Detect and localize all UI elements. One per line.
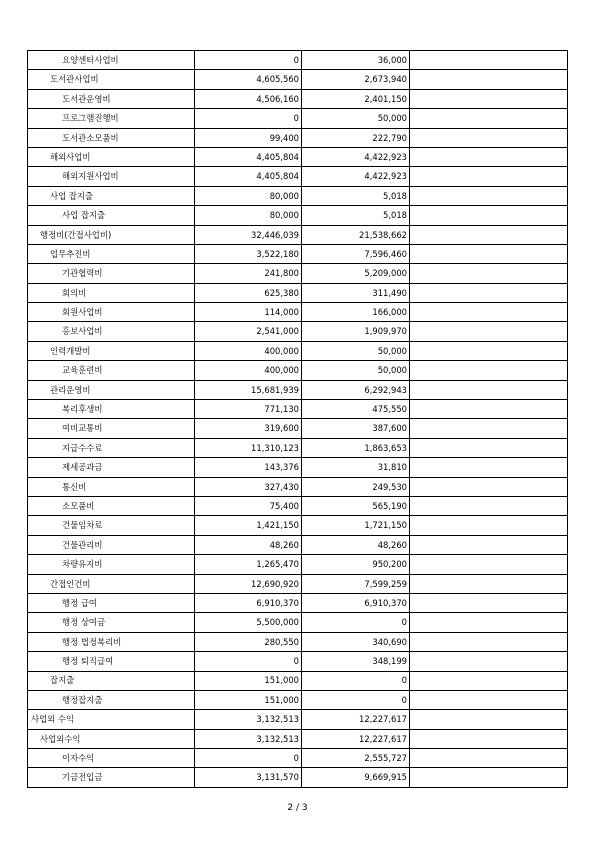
previous-amount: 0: [302, 671, 410, 690]
current-amount: 0: [195, 109, 302, 128]
table-row: [28, 206, 568, 225]
table-row: [28, 128, 568, 147]
current-amount: 771,130: [195, 400, 302, 419]
table-row: [28, 147, 568, 166]
ledger-table: [27, 50, 568, 788]
previous-amount: 2,555,727: [302, 749, 410, 768]
table-row: [28, 380, 568, 399]
current-amount: 1,265,470: [195, 555, 302, 574]
current-amount: 400,000: [195, 341, 302, 360]
table-row: [28, 89, 568, 108]
current-amount: 319,600: [195, 419, 302, 438]
empty-cell: [410, 438, 568, 457]
previous-amount: 2,673,940: [302, 70, 410, 89]
previous-amount: 348,199: [302, 652, 410, 671]
previous-amount: 166,000: [302, 303, 410, 322]
current-amount: 4,506,160: [195, 89, 302, 108]
current-amount: 80,000: [195, 186, 302, 205]
previous-amount: 5,018: [302, 206, 410, 225]
table-row: [28, 51, 568, 70]
previous-amount: 4,422,923: [302, 147, 410, 166]
table-row: [28, 419, 568, 438]
current-amount: 327,430: [195, 477, 302, 496]
current-amount: 3,132,513: [195, 710, 302, 729]
account-label: 제세공과금: [28, 458, 195, 477]
previous-amount: 7,599,259: [302, 574, 410, 593]
current-amount: 4,605,560: [195, 70, 302, 89]
empty-cell: [410, 555, 568, 574]
table-row: [28, 516, 568, 535]
previous-amount: 950,200: [302, 555, 410, 574]
current-amount: 99,400: [195, 128, 302, 147]
table-row: [28, 768, 568, 787]
account-label: 복리후생비: [28, 400, 195, 419]
table-row: [28, 283, 568, 302]
current-amount: 11,310,123: [195, 438, 302, 457]
account-label: 지급수수료: [28, 438, 195, 457]
table-row: [28, 535, 568, 554]
account-label: 간접인건비: [28, 574, 195, 593]
empty-cell: [410, 89, 568, 108]
previous-amount: 4,422,923: [302, 167, 410, 186]
empty-cell: [410, 244, 568, 263]
empty-cell: [410, 70, 568, 89]
table-row: [28, 555, 568, 574]
previous-amount: 31,810: [302, 458, 410, 477]
table-row: [28, 652, 568, 671]
current-amount: 4,405,804: [195, 147, 302, 166]
table-row: [28, 186, 568, 205]
previous-amount: 50,000: [302, 341, 410, 360]
current-amount: 0: [195, 749, 302, 768]
table-row: [28, 70, 568, 89]
empty-cell: [410, 361, 568, 380]
table-row: [28, 109, 568, 128]
empty-cell: [410, 690, 568, 709]
account-label: 행정 법정복리비: [28, 632, 195, 651]
empty-cell: [410, 51, 568, 70]
empty-cell: [410, 477, 568, 496]
empty-cell: [410, 400, 568, 419]
empty-cell: [410, 574, 568, 593]
previous-amount: 36,000: [302, 51, 410, 70]
empty-cell: [410, 749, 568, 768]
current-amount: 114,000: [195, 303, 302, 322]
current-amount: 625,380: [195, 283, 302, 302]
current-amount: 241,800: [195, 264, 302, 283]
current-amount: 280,550: [195, 632, 302, 651]
empty-cell: [410, 283, 568, 302]
previous-amount: 50,000: [302, 361, 410, 380]
previous-amount: 249,530: [302, 477, 410, 496]
account-label: 행정 퇴직급여: [28, 652, 195, 671]
previous-amount: 311,490: [302, 283, 410, 302]
current-amount: 151,000: [195, 671, 302, 690]
empty-cell: [410, 613, 568, 632]
previous-amount: 340,690: [302, 632, 410, 651]
table-row: [28, 322, 568, 341]
empty-cell: [410, 496, 568, 515]
current-amount: 400,000: [195, 361, 302, 380]
account-label: 기관협력비: [28, 264, 195, 283]
account-label: 잡지출: [28, 671, 195, 690]
account-label: 사업외 수익: [28, 710, 195, 729]
previous-amount: 5,018: [302, 186, 410, 205]
table-row: [28, 632, 568, 651]
empty-cell: [410, 225, 568, 244]
empty-cell: [410, 535, 568, 554]
table-row: [28, 496, 568, 515]
table-row: [28, 729, 568, 748]
table-row: [28, 458, 568, 477]
table-row: [28, 244, 568, 263]
current-amount: 1,421,150: [195, 516, 302, 535]
empty-cell: [410, 167, 568, 186]
empty-cell: [410, 186, 568, 205]
empty-cell: [410, 768, 568, 787]
previous-amount: 2,401,150: [302, 89, 410, 108]
current-amount: 3,131,570: [195, 768, 302, 787]
account-label: 행정비(간접사업비): [28, 225, 195, 244]
previous-amount: 1,909,970: [302, 322, 410, 341]
previous-amount: 1,863,653: [302, 438, 410, 457]
current-amount: 12,690,920: [195, 574, 302, 593]
account-label: 회의비: [28, 283, 195, 302]
empty-cell: [410, 419, 568, 438]
table-row: [28, 613, 568, 632]
current-amount: 15,681,939: [195, 380, 302, 399]
account-label: 건물관리비: [28, 535, 195, 554]
previous-amount: 222,790: [302, 128, 410, 147]
current-amount: 48,260: [195, 535, 302, 554]
table-row: [28, 690, 568, 709]
account-label: 행정잡지출: [28, 690, 195, 709]
current-amount: 151,000: [195, 690, 302, 709]
account-label: 도서관운영비: [28, 89, 195, 108]
account-label: 사업 잡지출: [28, 186, 195, 205]
current-amount: 0: [195, 51, 302, 70]
previous-amount: 6,910,370: [302, 593, 410, 612]
empty-cell: [410, 128, 568, 147]
account-label: 업무추진비: [28, 244, 195, 263]
empty-cell: [410, 109, 568, 128]
account-label: 도서관소모품비: [28, 128, 195, 147]
account-label: 건물임차료: [28, 516, 195, 535]
table-row: [28, 710, 568, 729]
previous-amount: 565,190: [302, 496, 410, 515]
empty-cell: [410, 341, 568, 360]
table-row: [28, 361, 568, 380]
previous-amount: 7,596,460: [302, 244, 410, 263]
current-amount: 143,376: [195, 458, 302, 477]
empty-cell: [410, 710, 568, 729]
empty-cell: [410, 303, 568, 322]
empty-cell: [410, 632, 568, 651]
empty-cell: [410, 593, 568, 612]
empty-cell: [410, 516, 568, 535]
table-row: [28, 574, 568, 593]
account-label: 행정 상여금: [28, 613, 195, 632]
table-row: [28, 671, 568, 690]
table-row: [28, 167, 568, 186]
account-label: 해외사업비: [28, 147, 195, 166]
table-row: [28, 400, 568, 419]
previous-amount: 48,260: [302, 535, 410, 554]
previous-amount: 5,209,000: [302, 264, 410, 283]
current-amount: 3,132,513: [195, 729, 302, 748]
account-label: 사업 잡지출: [28, 206, 195, 225]
account-label: 소모품비: [28, 496, 195, 515]
table-row: [28, 749, 568, 768]
current-amount: 6,910,370: [195, 593, 302, 612]
account-label: 행정 급여: [28, 593, 195, 612]
previous-amount: 9,669,915: [302, 768, 410, 787]
account-label: 인력개발비: [28, 341, 195, 360]
table-row: [28, 225, 568, 244]
account-label: 기금전입금: [28, 768, 195, 787]
previous-amount: 12,227,617: [302, 729, 410, 748]
previous-amount: 12,227,617: [302, 710, 410, 729]
account-label: 통신비: [28, 477, 195, 496]
account-label: 회원사업비: [28, 303, 195, 322]
account-label: 교육훈련비: [28, 361, 195, 380]
account-label: 홍보사업비: [28, 322, 195, 341]
empty-cell: [410, 458, 568, 477]
current-amount: 5,500,000: [195, 613, 302, 632]
previous-amount: 475,550: [302, 400, 410, 419]
current-amount: 2,541,000: [195, 322, 302, 341]
empty-cell: [410, 652, 568, 671]
current-amount: 0: [195, 652, 302, 671]
current-amount: 3,522,180: [195, 244, 302, 263]
ledger-body: [28, 51, 568, 788]
empty-cell: [410, 729, 568, 748]
empty-cell: [410, 322, 568, 341]
account-label: 이자수익: [28, 749, 195, 768]
current-amount: 75,400: [195, 496, 302, 515]
previous-amount: 387,600: [302, 419, 410, 438]
account-label: 여비교통비: [28, 419, 195, 438]
account-label: 사업외수익: [28, 729, 195, 748]
empty-cell: [410, 206, 568, 225]
previous-amount: 1,721,150: [302, 516, 410, 535]
table-row: [28, 264, 568, 283]
table-row: [28, 341, 568, 360]
account-label: 차량유지비: [28, 555, 195, 574]
empty-cell: [410, 147, 568, 166]
table-row: [28, 593, 568, 612]
empty-cell: [410, 671, 568, 690]
account-label: 도서관사업비: [28, 70, 195, 89]
account-label: 요양센터사업비: [28, 51, 195, 70]
current-amount: 80,000: [195, 206, 302, 225]
table-row: [28, 303, 568, 322]
previous-amount: 0: [302, 613, 410, 632]
empty-cell: [410, 380, 568, 399]
previous-amount: 21,538,662: [302, 225, 410, 244]
empty-cell: [410, 264, 568, 283]
table-row: [28, 477, 568, 496]
account-label: 관리운영비: [28, 380, 195, 399]
previous-amount: 6,292,943: [302, 380, 410, 399]
previous-amount: 50,000: [302, 109, 410, 128]
page-number: 2 / 3: [287, 803, 308, 813]
current-amount: 32,446,039: [195, 225, 302, 244]
previous-amount: 0: [302, 690, 410, 709]
account-label: 해외지원사업비: [28, 167, 195, 186]
account-label: 프로그램진행비: [28, 109, 195, 128]
current-amount: 4,405,804: [195, 167, 302, 186]
table-row: [28, 438, 568, 457]
